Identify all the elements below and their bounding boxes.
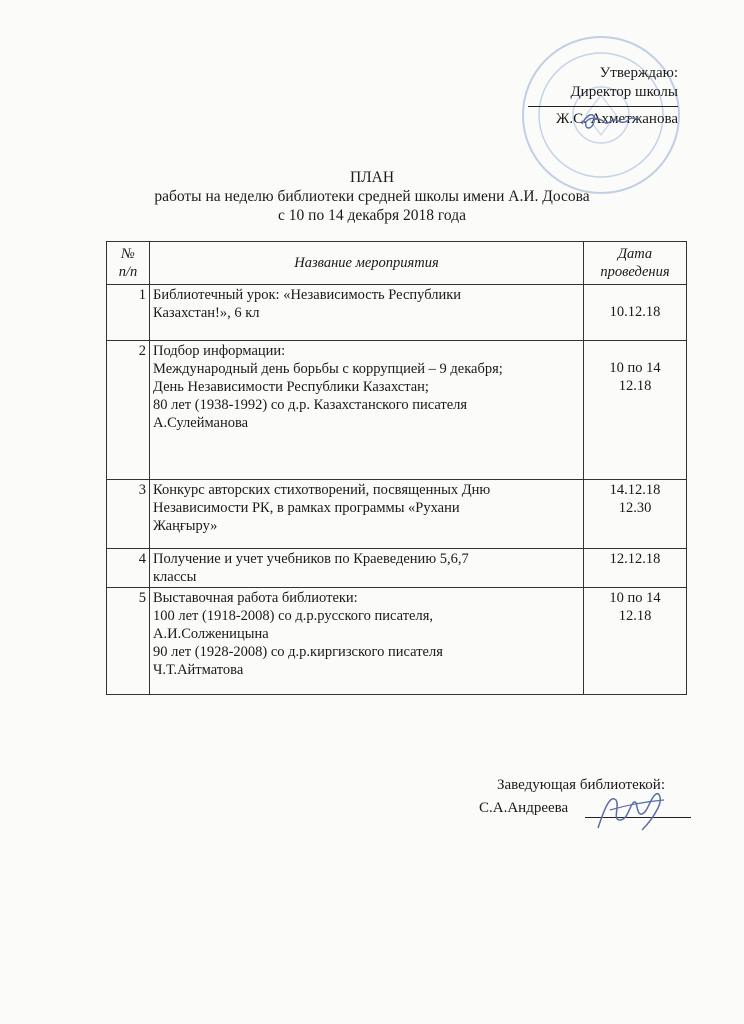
document-title — [0, 168, 744, 225]
row-text-line: А.Сулейманова — [153, 415, 249, 431]
row-text-line: Библиотечный урок: «Независимость Республики — [153, 287, 462, 303]
row-number: 3 — [107, 480, 150, 549]
title-line-2: работы на неделю библиотеки средней школы имени А.И. Досова — [154, 188, 590, 205]
header-date-line-1: Дата — [617, 246, 653, 262]
row-number: 5 — [107, 588, 150, 695]
approve-label: Утверждаю: — [599, 65, 678, 81]
librarian-position: Заведующая библиотекой: — [497, 777, 665, 793]
row-event-name — [150, 588, 584, 695]
row-text-line: Выставочная работа библиотеки: — [153, 590, 358, 606]
row-text-line: Получение и учет учебников по Краеведению 5,6,7 — [153, 551, 469, 567]
approver-signature-line — [528, 106, 678, 107]
row-event-name — [150, 285, 584, 341]
row-date — [584, 549, 687, 588]
row-event-name — [150, 480, 584, 549]
row-date — [584, 588, 687, 695]
row-date-line: 10 по 14 — [609, 360, 661, 376]
row-event-name — [150, 341, 584, 480]
row-number: 2 — [107, 341, 150, 480]
row-date-line: 10.12.18 — [609, 304, 661, 320]
row-date-line: 14.12.18 — [609, 482, 661, 498]
row-text-line: Международный день борьбы с коррупцией – 9 декабря; — [153, 361, 503, 377]
row-text-line: 100 лет (1918-2008) со д.р.русского писателя, — [153, 608, 434, 624]
row-event-name — [150, 549, 584, 588]
librarian-signature — [590, 780, 670, 836]
librarian-name: С.А.Андреева — [479, 800, 569, 816]
header-number-line-1: № — [121, 246, 135, 262]
row-text-line: 90 лет (1928-2008) со д.р.киргизского писателя — [153, 644, 443, 660]
row-text-line: Конкурс авторских стихотворений, посвященных Дню — [153, 482, 491, 498]
header-event-name: Название мероприятия — [150, 242, 584, 285]
row-text-line: Жаңғыру» — [153, 518, 218, 534]
row-date-line: 10 по 14 — [609, 590, 661, 606]
table-row — [107, 341, 687, 480]
table-row — [107, 549, 687, 588]
row-text-line: Подбор информации: — [153, 343, 286, 359]
approver-position: Директор школы — [570, 84, 678, 100]
events-table — [106, 241, 687, 695]
row-date-line: 12.18 — [618, 608, 652, 624]
header-number-line-2: п/п — [118, 264, 138, 280]
row-text-line: День Независимости Республики Казахстан; — [153, 379, 429, 395]
row-number: 4 — [107, 549, 150, 588]
header-date — [584, 242, 687, 285]
row-date — [584, 480, 687, 549]
table-row — [107, 285, 687, 341]
row-date-line: 12.12.18 — [609, 551, 661, 567]
row-text-line: 80 лет (1938-1992) со д.р. Казахстанского писателя — [153, 397, 468, 413]
title-line-3: с 10 по 14 декабря 2018 года — [278, 207, 466, 224]
table-row — [107, 588, 687, 695]
row-text-line: Ч.Т.Айтматова — [153, 662, 244, 678]
row-date-line: 12.30 — [618, 500, 652, 516]
row-date — [584, 341, 687, 480]
director-signature — [578, 108, 644, 134]
row-text-line: Казахстан!», 6 кл — [153, 305, 260, 321]
table-row — [107, 480, 687, 549]
row-number: 1 — [107, 285, 150, 341]
title-line-1: ПЛАН — [349, 169, 395, 186]
approver-name: Ж.С. Ахметжанова — [555, 111, 678, 127]
row-date-line: 12.18 — [618, 378, 652, 394]
row-date — [584, 285, 687, 341]
row-text-line: А.И.Солженицына — [153, 626, 269, 642]
header-number — [107, 242, 150, 285]
row-text-line: классы — [153, 569, 197, 585]
row-text-line: Независимости РК, в рамках программы «Рухани — [153, 500, 460, 516]
table-header-row — [107, 242, 687, 285]
header-date-line-2: проведения — [600, 264, 670, 280]
